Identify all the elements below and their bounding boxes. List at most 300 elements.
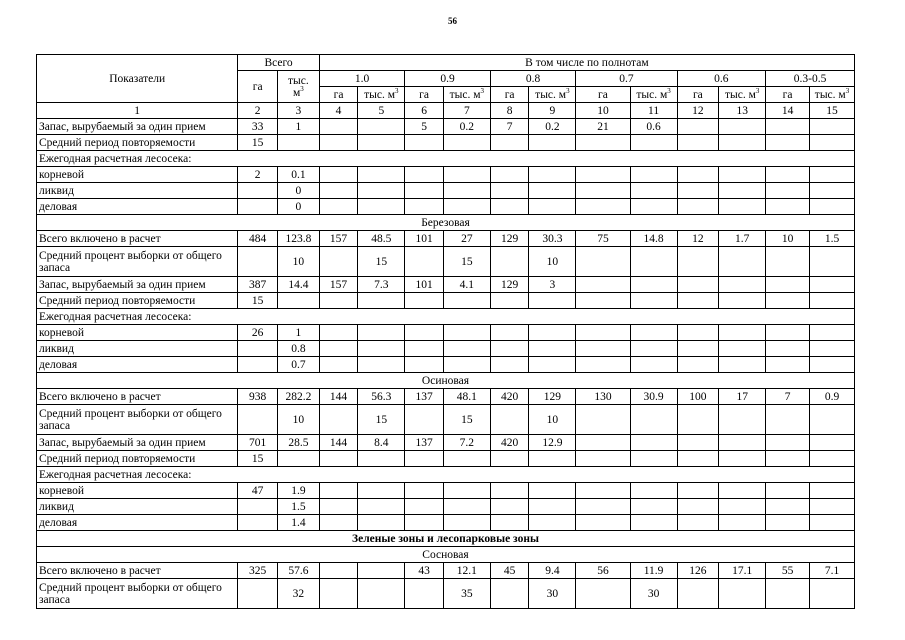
table-cell	[529, 515, 576, 531]
table-cell	[238, 357, 278, 373]
table-cell	[630, 325, 677, 341]
header-total-ha: га	[238, 71, 278, 103]
table-cell: 129	[490, 277, 529, 293]
table-cell	[358, 499, 405, 515]
table-cell: 15	[358, 405, 405, 435]
table-cell	[630, 357, 677, 373]
table-cell	[319, 515, 358, 531]
table-cell	[766, 247, 810, 277]
table-cell	[405, 135, 444, 151]
row-label: деловая	[37, 199, 238, 215]
table-cell	[278, 451, 320, 467]
section-row	[37, 215, 855, 231]
table-cell	[677, 293, 719, 309]
table-cell: 100	[677, 389, 719, 405]
table-cell	[443, 135, 490, 151]
table-cell: 43	[405, 563, 444, 579]
table-cell	[443, 499, 490, 515]
table-cell	[766, 183, 810, 199]
table-cell	[319, 483, 358, 499]
table-cell	[766, 135, 810, 151]
table-row	[37, 435, 855, 451]
table-cell	[630, 499, 677, 515]
table-cell	[677, 199, 719, 215]
column-number: 6	[405, 103, 444, 119]
table-cell	[766, 167, 810, 183]
table-cell	[576, 579, 630, 609]
table-cell	[576, 325, 630, 341]
table-cell: 56	[576, 563, 630, 579]
table-cell: 15	[238, 451, 278, 467]
table-row	[37, 563, 855, 579]
table-cell	[358, 483, 405, 499]
density-0-3-0-5: 0.3-0.5	[766, 71, 855, 87]
table-cell	[490, 405, 529, 435]
table-cell	[766, 579, 810, 609]
row-label: деловая	[37, 357, 238, 373]
table-cell	[630, 293, 677, 309]
table-cell: 126	[677, 563, 719, 579]
column-number: 15	[810, 103, 855, 119]
table-cell	[358, 579, 405, 609]
table-cell: 30.3	[529, 231, 576, 247]
table-cell: 938	[238, 389, 278, 405]
table-cell	[719, 277, 766, 293]
table-cell	[490, 325, 529, 341]
table-cell: 33	[238, 119, 278, 135]
table-cell	[677, 515, 719, 531]
subheading-label: Ежегодная расчетная лесосека:	[37, 151, 855, 167]
table-cell: 30	[630, 579, 677, 609]
table-cell: 0	[278, 183, 320, 199]
table-row	[37, 389, 855, 405]
table-row	[37, 293, 855, 309]
table-cell	[490, 579, 529, 609]
table-cell	[677, 167, 719, 183]
table-cell: 144	[319, 389, 358, 405]
table-cell	[677, 435, 719, 451]
unit-ha: га	[576, 87, 630, 103]
table-cell	[576, 293, 630, 309]
table-cell: 15	[443, 247, 490, 277]
table-cell: 10	[766, 231, 810, 247]
table-cell: 56.3	[358, 389, 405, 405]
section-row	[37, 531, 855, 547]
header-total-m3-line1: тыс.	[288, 74, 309, 87]
table-cell	[443, 199, 490, 215]
table-cell	[719, 183, 766, 199]
table-cell	[358, 451, 405, 467]
table-cell: 420	[490, 435, 529, 451]
table-cell	[319, 357, 358, 373]
density-0-9: 0.9	[405, 71, 491, 87]
section-title: Осиновая	[37, 373, 855, 389]
table-cell	[576, 515, 630, 531]
table-cell: 7.2	[443, 435, 490, 451]
table-row	[37, 451, 855, 467]
unit-thousand-m3: тыс. $м^3$	[810, 87, 855, 103]
row-label: Всего включено в расчет	[37, 231, 238, 247]
table-cell: 17.1	[719, 563, 766, 579]
table-cell: 30.9	[630, 389, 677, 405]
table-cell: 2	[238, 167, 278, 183]
row-label: Всего включено в расчет	[37, 563, 238, 579]
table-cell	[319, 341, 358, 357]
table-cell	[238, 199, 278, 215]
header-total-m3	[278, 71, 320, 103]
table-cell	[630, 515, 677, 531]
table-cell: 0.9	[810, 389, 855, 405]
row-label: ликвид	[37, 499, 238, 515]
table-cell	[766, 405, 810, 435]
row-label: ликвид	[37, 183, 238, 199]
table-cell: 14.8	[630, 231, 677, 247]
header-total-m3-line2: $м^3$	[292, 84, 304, 99]
table-cell	[677, 135, 719, 151]
table-cell	[405, 499, 444, 515]
table-cell	[576, 183, 630, 199]
table-cell	[677, 579, 719, 609]
section-title: Зеленые зоны и лесопарковые зоны	[37, 531, 855, 547]
table-cell	[719, 579, 766, 609]
table-cell	[238, 499, 278, 515]
section-row	[37, 547, 855, 563]
table-cell	[630, 183, 677, 199]
table-cell: 12.1	[443, 563, 490, 579]
table-cell	[810, 483, 855, 499]
density-0-6: 0.6	[677, 71, 766, 87]
row-label: Средний период повторяемости	[37, 135, 238, 151]
unit-ha: га	[490, 87, 529, 103]
table-cell	[576, 405, 630, 435]
table-cell	[443, 341, 490, 357]
table-cell	[238, 579, 278, 609]
table-row	[37, 405, 855, 435]
table-cell	[766, 451, 810, 467]
column-number: 7	[443, 103, 490, 119]
column-number: 14	[766, 103, 810, 119]
table-cell	[576, 451, 630, 467]
table-cell: 9.4	[529, 563, 576, 579]
table-cell	[529, 135, 576, 151]
table-cell	[358, 135, 405, 151]
subheading-row	[37, 151, 855, 167]
table-cell	[576, 167, 630, 183]
table-cell	[810, 499, 855, 515]
unit-ha: га	[319, 87, 358, 103]
row-label: Средний процент выборки от общего запаса	[37, 579, 238, 609]
table-cell	[677, 247, 719, 277]
table-cell: 10	[529, 405, 576, 435]
table-cell: 0.8	[278, 341, 320, 357]
table-cell	[576, 277, 630, 293]
table-cell	[490, 167, 529, 183]
table-cell: 1.9	[278, 483, 320, 499]
table-cell: 8.4	[358, 435, 405, 451]
table-cell	[766, 199, 810, 215]
table-cell: 1	[278, 325, 320, 341]
table-cell: 15	[238, 293, 278, 309]
table-cell	[319, 135, 358, 151]
table-row	[37, 119, 855, 135]
table-cell	[529, 499, 576, 515]
table-cell	[405, 247, 444, 277]
table-cell	[529, 357, 576, 373]
table-cell: 1.5	[278, 499, 320, 515]
table-cell: 75	[576, 231, 630, 247]
table-row	[37, 277, 855, 293]
table-cell	[630, 483, 677, 499]
table-cell: 137	[405, 435, 444, 451]
table-cell	[576, 499, 630, 515]
density-0-8: 0.8	[490, 71, 576, 87]
table-cell	[238, 247, 278, 277]
table-cell	[766, 293, 810, 309]
table-cell	[490, 247, 529, 277]
table-cell: 12.9	[529, 435, 576, 451]
table-cell: 11.9	[630, 563, 677, 579]
column-number: 1	[37, 103, 238, 119]
table-cell	[319, 293, 358, 309]
table-cell: 0	[278, 199, 320, 215]
table-cell	[443, 483, 490, 499]
column-number: 12	[677, 103, 719, 119]
table-cell: 101	[405, 277, 444, 293]
table-cell	[576, 135, 630, 151]
table-cell	[358, 167, 405, 183]
header-row-column-numbers	[37, 103, 855, 119]
table-cell	[529, 167, 576, 183]
page-number: 56	[448, 16, 457, 26]
table-cell: 35	[443, 579, 490, 609]
table-cell	[766, 483, 810, 499]
table-cell	[405, 451, 444, 467]
table-cell: 5	[405, 119, 444, 135]
table-cell: 137	[405, 389, 444, 405]
table-cell: 129	[529, 389, 576, 405]
table-cell	[630, 199, 677, 215]
row-label: корневой	[37, 483, 238, 499]
table-cell	[810, 435, 855, 451]
subheading-label: Ежегодная расчетная лесосека:	[37, 309, 855, 325]
table-cell	[810, 325, 855, 341]
table-cell: 48.1	[443, 389, 490, 405]
table-cell	[319, 119, 358, 135]
table-cell	[319, 325, 358, 341]
table-cell	[405, 483, 444, 499]
table-cell: 14.4	[278, 277, 320, 293]
table-cell: 157	[319, 277, 358, 293]
table-cell	[677, 483, 719, 499]
row-label: Средний процент выборки от общего запаса	[37, 405, 238, 435]
table-cell	[630, 405, 677, 435]
table-cell	[719, 247, 766, 277]
table-cell: 32	[278, 579, 320, 609]
table-cell: 144	[319, 435, 358, 451]
table-cell	[405, 199, 444, 215]
table-cell	[443, 183, 490, 199]
table-cell: 387	[238, 277, 278, 293]
table-cell	[630, 167, 677, 183]
table-cell: 0.2	[529, 119, 576, 135]
row-label: Запас, вырубаемый за один прием	[37, 119, 238, 135]
table-cell: 48.5	[358, 231, 405, 247]
table-cell	[443, 451, 490, 467]
table-cell: 4.1	[443, 277, 490, 293]
table-cell	[319, 247, 358, 277]
table-cell	[405, 579, 444, 609]
table-cell	[490, 515, 529, 531]
table-cell	[677, 119, 719, 135]
table-cell	[766, 515, 810, 531]
unit-thousand-m3: тыс. $м^3$	[443, 87, 490, 103]
table-cell: 0.1	[278, 167, 320, 183]
table-cell	[358, 119, 405, 135]
density-1-0: 1.0	[319, 71, 405, 87]
table-cell	[319, 405, 358, 435]
table-cell	[576, 247, 630, 277]
density-0-7: 0.7	[576, 71, 677, 87]
table-row	[37, 341, 855, 357]
table-cell	[358, 341, 405, 357]
table-cell: 27	[443, 231, 490, 247]
table-cell	[810, 451, 855, 467]
table-cell: 10	[278, 405, 320, 435]
table-cell	[810, 357, 855, 373]
table-cell	[719, 341, 766, 357]
table-cell	[719, 515, 766, 531]
table-cell: 12	[677, 231, 719, 247]
column-number: 9	[529, 103, 576, 119]
table-cell: 157	[319, 231, 358, 247]
table-cell	[319, 579, 358, 609]
table-cell	[490, 199, 529, 215]
table-cell	[529, 183, 576, 199]
table-row	[37, 167, 855, 183]
column-number: 4	[319, 103, 358, 119]
table-cell	[810, 199, 855, 215]
table-row	[37, 325, 855, 341]
table-cell	[529, 483, 576, 499]
table-cell	[405, 325, 444, 341]
table-row	[37, 247, 855, 277]
table-cell	[766, 119, 810, 135]
column-number: 5	[358, 103, 405, 119]
row-label: ликвид	[37, 341, 238, 357]
table-cell: 17	[719, 389, 766, 405]
row-label: корневой	[37, 167, 238, 183]
table-cell	[677, 277, 719, 293]
table-cell	[810, 183, 855, 199]
unit-thousand-m3: тыс. $м^3$	[719, 87, 766, 103]
table-cell: 484	[238, 231, 278, 247]
table-cell: 282.2	[278, 389, 320, 405]
table-cell: 15	[358, 247, 405, 277]
table-cell	[719, 435, 766, 451]
column-number: 2	[238, 103, 278, 119]
table-cell	[319, 167, 358, 183]
table-row	[37, 499, 855, 515]
table-cell	[766, 435, 810, 451]
table-cell	[719, 293, 766, 309]
table-cell	[766, 499, 810, 515]
table-cell: 26	[238, 325, 278, 341]
table-cell	[358, 293, 405, 309]
table-cell: 130	[576, 389, 630, 405]
table-cell: 325	[238, 563, 278, 579]
table-row	[37, 579, 855, 609]
column-number: 3	[278, 103, 320, 119]
table-cell	[719, 135, 766, 151]
table-cell	[278, 293, 320, 309]
table-cell	[630, 277, 677, 293]
table-cell	[677, 341, 719, 357]
table-cell	[630, 341, 677, 357]
unit-ha: га	[677, 87, 719, 103]
table-cell	[766, 325, 810, 341]
table-cell	[238, 183, 278, 199]
table-cell	[443, 515, 490, 531]
table-cell	[358, 183, 405, 199]
table-cell	[358, 515, 405, 531]
table-cell	[529, 451, 576, 467]
table-cell	[490, 341, 529, 357]
header-total: Всего	[238, 55, 319, 71]
table-cell	[405, 515, 444, 531]
table-cell	[319, 451, 358, 467]
table-cell: 15	[443, 405, 490, 435]
table-cell	[810, 341, 855, 357]
table-cell: 101	[405, 231, 444, 247]
header-row-1	[37, 55, 855, 71]
table-cell	[405, 405, 444, 435]
table-cell	[719, 167, 766, 183]
table-row	[37, 135, 855, 151]
table-cell	[238, 341, 278, 357]
table-cell: 1.4	[278, 515, 320, 531]
table-cell	[766, 341, 810, 357]
table-cell	[810, 167, 855, 183]
table-cell	[719, 199, 766, 215]
table-cell	[319, 183, 358, 199]
table-cell	[490, 135, 529, 151]
table-cell	[358, 357, 405, 373]
table-cell	[529, 341, 576, 357]
table-cell	[576, 199, 630, 215]
table-cell: 123.8	[278, 231, 320, 247]
table-cell: 1.5	[810, 231, 855, 247]
column-number: 13	[719, 103, 766, 119]
table-cell	[576, 483, 630, 499]
row-label: Средний процент выборки от общего запаса	[37, 247, 238, 277]
header-by-density: В том числе по полнотам	[319, 55, 854, 71]
table-cell: 57.6	[278, 563, 320, 579]
table-cell	[490, 483, 529, 499]
section-title: Сосновая	[37, 547, 855, 563]
row-label: Запас, вырубаемый за один прием	[37, 435, 238, 451]
table-cell	[278, 135, 320, 151]
subheading-row	[37, 467, 855, 483]
table-cell: 45	[490, 563, 529, 579]
column-number: 8	[490, 103, 529, 119]
table-cell: 420	[490, 389, 529, 405]
table-cell	[529, 199, 576, 215]
table-cell	[443, 167, 490, 183]
unit-thousand-m3: тыс. $м^3$	[358, 87, 405, 103]
table-row	[37, 199, 855, 215]
section-title: Березовая	[37, 215, 855, 231]
table-cell	[719, 499, 766, 515]
